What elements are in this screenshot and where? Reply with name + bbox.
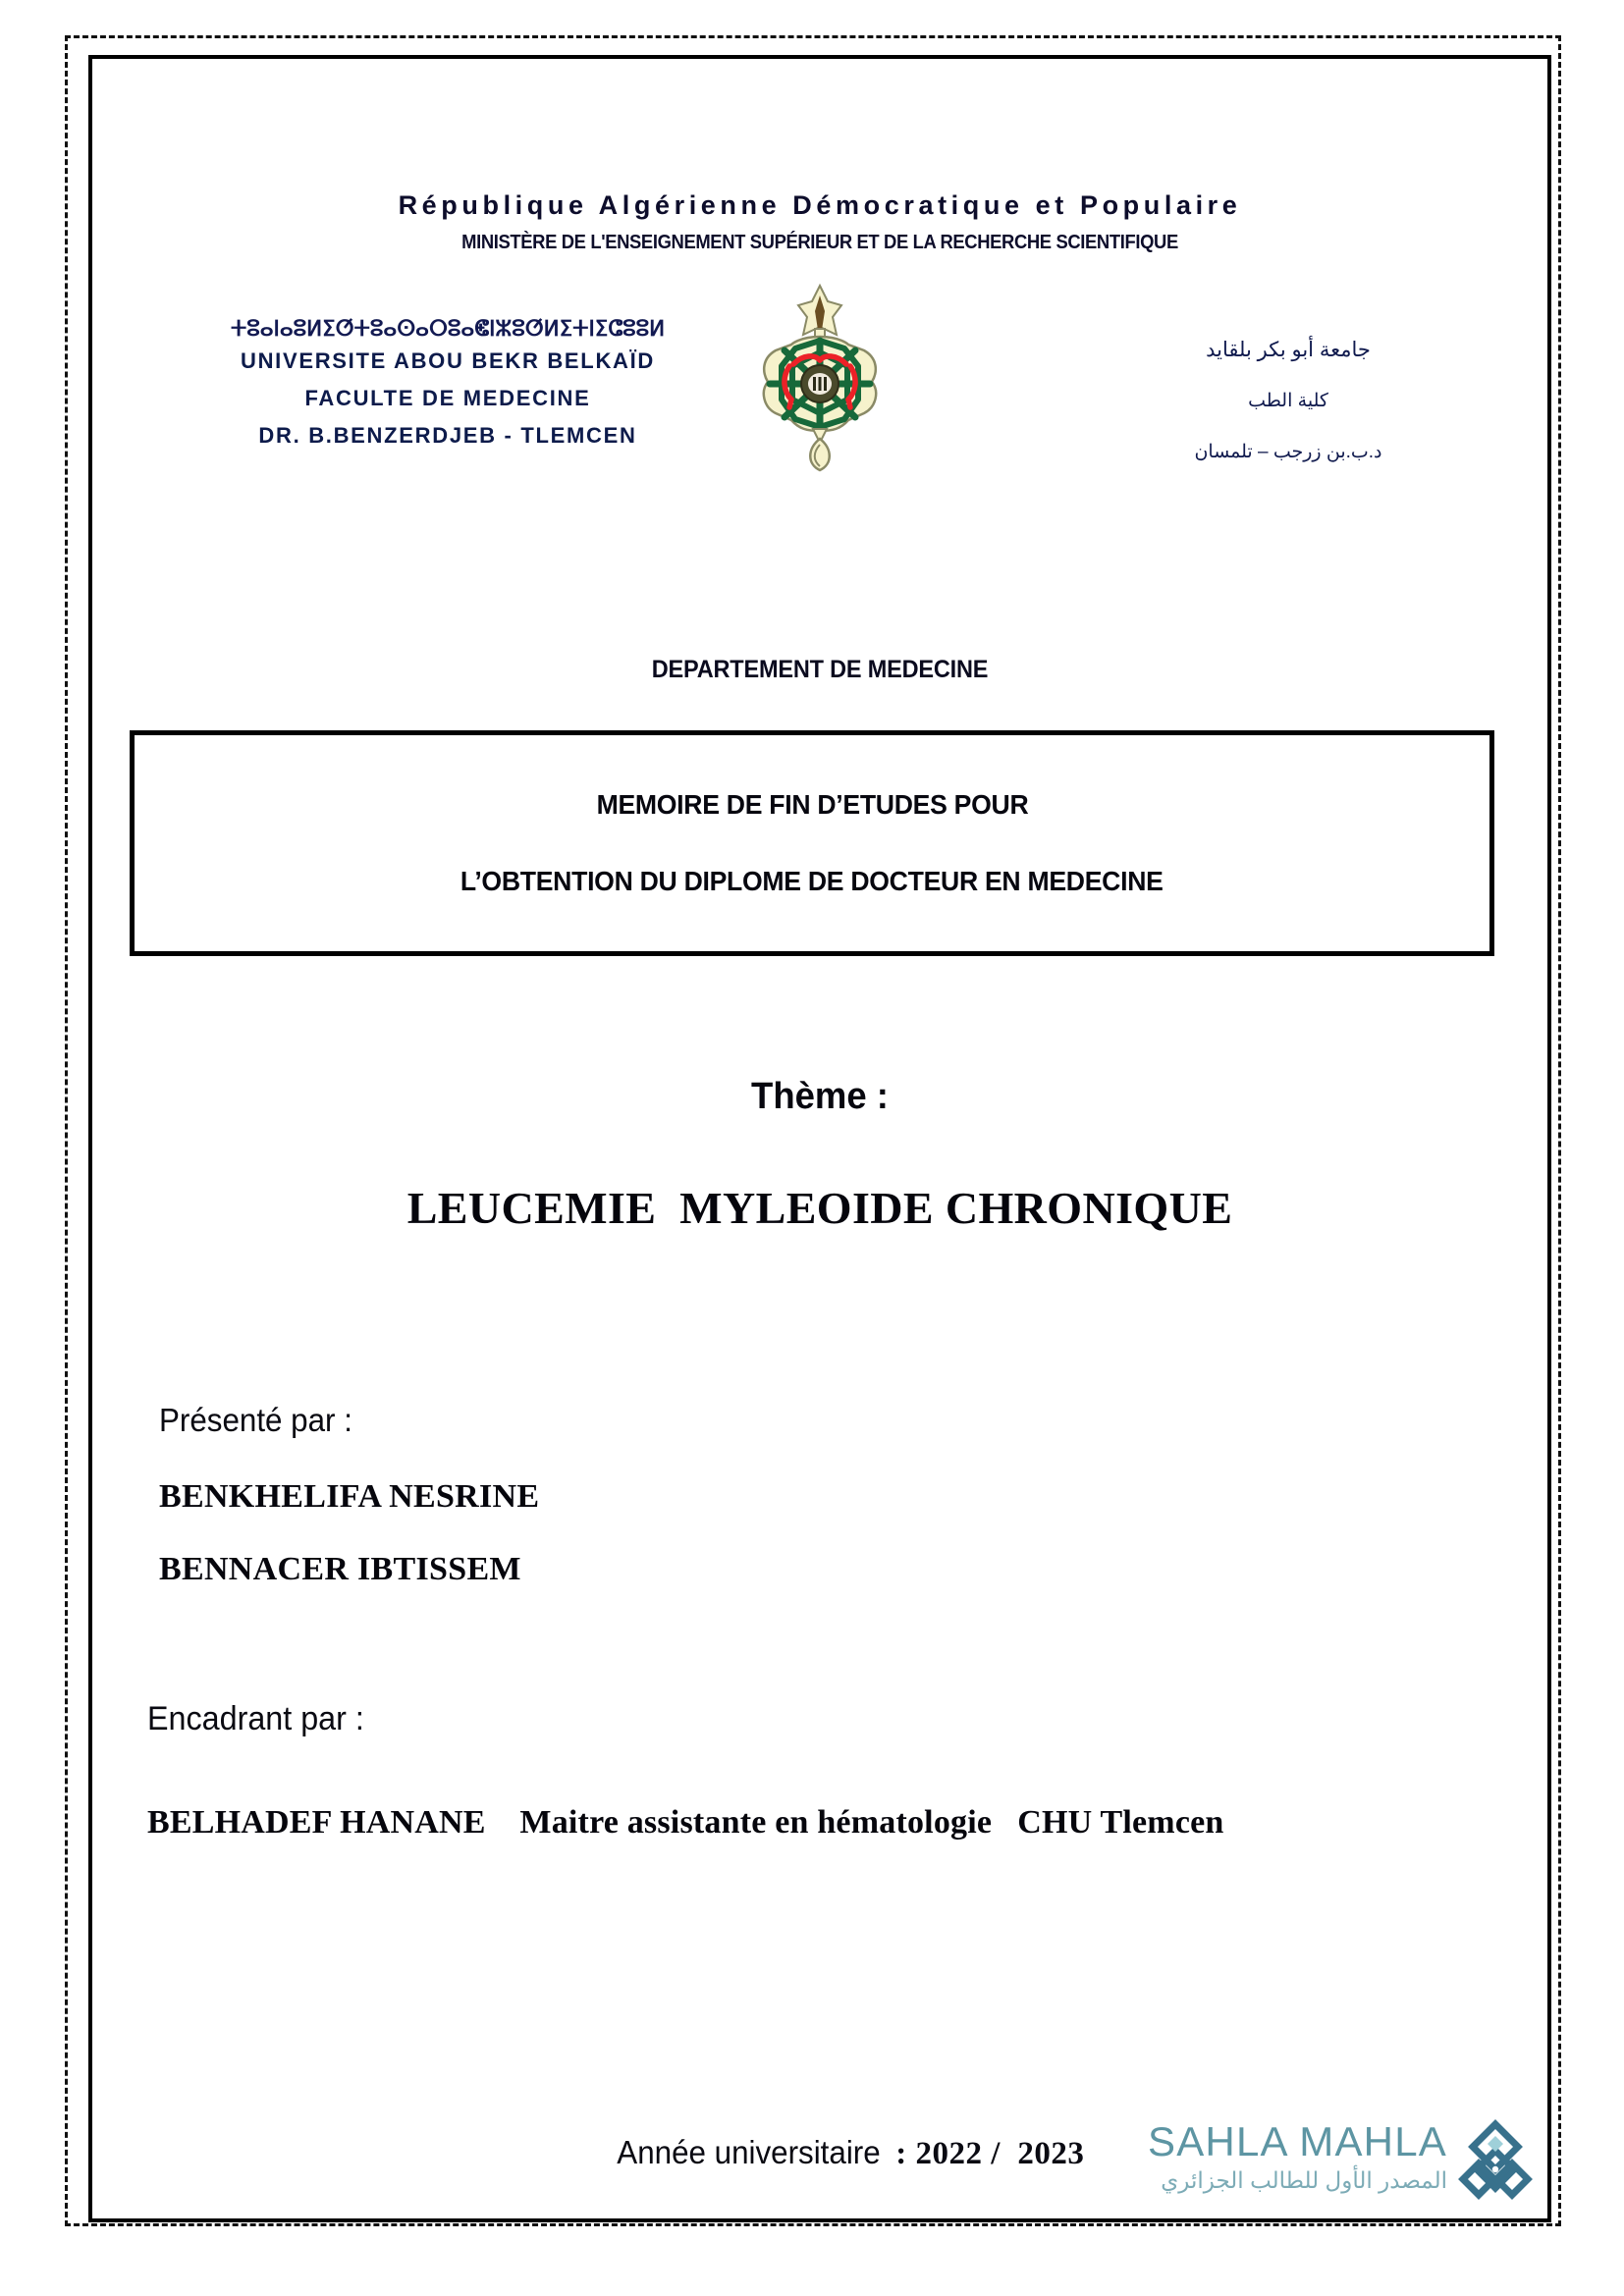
academic-year-value: : 2022 / 2023 — [895, 2136, 1085, 2171]
university-line-2: FACULTE DE MEDECINE — [304, 386, 591, 410]
department-heading: DEPARTEMENT DE MEDECINE — [651, 656, 989, 683]
university-name-latin — [173, 315, 723, 454]
diploma-statement-box — [130, 730, 1494, 956]
supervisor-details: BELHADEF HANANE Maitre assistante en hématologie CHU Tlemcen — [147, 1804, 1224, 1841]
ministry-heading: MINISTÈRE DE L'ENSEIGNEMENT SUPÉRIEUR ET DE LA RECHERCHE SCIENTIFIQUE — [461, 232, 1178, 253]
institution-identity-band — [88, 315, 1551, 521]
university-line-1: UNIVERSITE ABOU BEKR BELKAÏD — [240, 348, 656, 373]
watermark-title: SAHLA MAHLA — [1148, 2118, 1447, 2164]
page-content — [88, 55, 1551, 2222]
watermark-text — [1148, 2118, 1447, 2195]
arabic-line-3: د.ب.بن زرجب – تلمسان — [1194, 442, 1382, 462]
university-emblem-icon — [746, 282, 893, 478]
university-name-arabic — [1102, 325, 1475, 478]
republic-heading: République Algérienne Démocratique et Populaire — [398, 190, 1242, 220]
diploma-statement-line-2: L’OBTENTION DU DIPLOME DE DOCTEUR EN MEDECINE — [460, 866, 1164, 896]
watermark-subtitle: المصدر الأول للطالب الجزائري — [1161, 2167, 1447, 2193]
academic-year-label: Année universitaire — [616, 2134, 889, 2170]
presented-by-label: Présenté par : — [159, 1402, 352, 1438]
university-name-tifinagh: ⵜⵓⴰⵏⴰⵓⵍⵉⵚⵜⵓⴰⵙⴰⵔⵓⴰⵞⵏⵣⵓⵚⵍⵉⵜⵏⵉⵛⵓⵓⵍ — [230, 316, 666, 341]
diploma-statement-line-1: MEMOIRE DE FIN D’ETUDES POUR — [596, 789, 1028, 820]
sahla-mahla-watermark — [1148, 2118, 1538, 2209]
author-name-2: BENNACER IBTISSEM — [159, 1551, 521, 1587]
supervisor-label: Encadrant par : — [147, 1700, 364, 1737]
arabic-line-2: كلية الطب — [1248, 391, 1328, 411]
thesis-title: LEUCEMIE MYLEOIDE CHRONIQUE — [406, 1183, 1233, 1233]
sahla-mahla-logo-icon — [1453, 2118, 1538, 2209]
author-name-1: BENKHELIFA NESRINE — [159, 1478, 540, 1515]
arabic-line-1: جامعة أبو بكر بلقايد — [1206, 339, 1371, 361]
theme-label: Thème : — [751, 1076, 889, 1117]
university-line-3: DR. B.BENZERDJEB - TLEMCEN — [258, 423, 637, 448]
